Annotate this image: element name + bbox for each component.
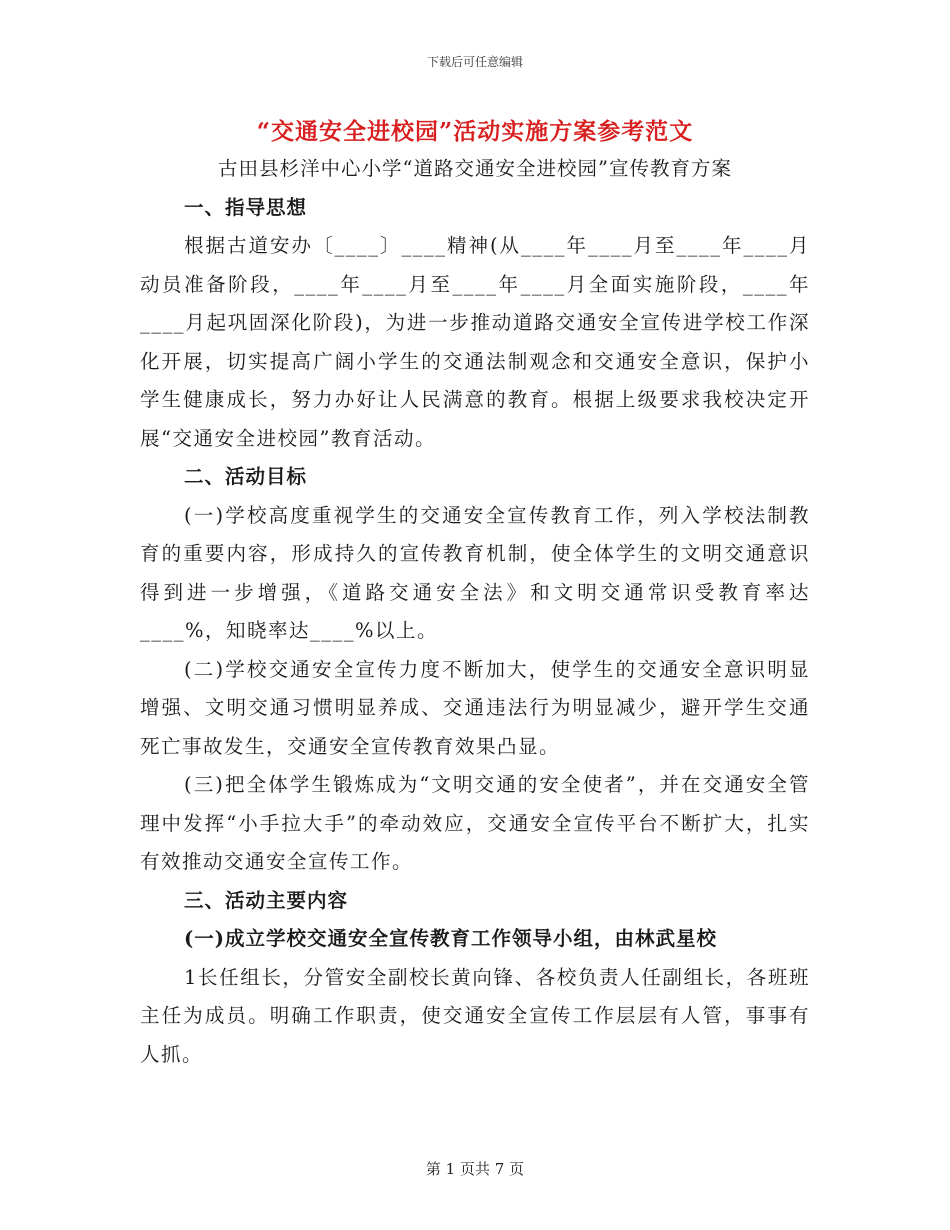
subheading-leadership-group: (一)成立学校交通安全宣传教育工作领导小组，由林武星校 — [184, 927, 717, 950]
header-note: 下载后可任意编辑 — [426, 55, 523, 69]
paragraph-leadership-group: 1长任组长，分管安全副校长黄向锋、各校负责人任副组长，各班班主任为成员。明确工作职责，使交通安全宣传工作层层有人管，事事有人抓。 — [140, 965, 810, 1066]
document-title: “交通安全进校园”活动实施方案参考范文 — [256, 118, 694, 145]
paragraph-goal-2: (二)学校交通安全宣传力度不断加大，使学生的交通安全意识明显增强、文明交通习惯明显养成、交通违法行为明显减少，避开学生交通死亡事故发生，交通安全宣传教育效果凸显。 — [140, 657, 810, 758]
page-footer: 第 1 页共 7 页 — [425, 1160, 525, 1178]
section-heading-guiding-thought: 一、指导思想 — [184, 195, 308, 219]
paragraph-goal-3: (三)把全体学生锻炼成为“文明交通的安全使者”，并在交通安全管理中发挥“小手拉大手”的牵动效应，交通安全宣传平台不断扩大，扎实有效推动交通安全宣传工作。 — [140, 773, 810, 873]
section-heading-main-content: 三、活动主要内容 — [184, 888, 349, 912]
document-subtitle: 古田县杉洋中心小学“道路交通安全进校园”宣传教育方案 — [218, 157, 732, 180]
document-body — [140, 150, 810, 1074]
section-heading-activity-goals: 二、活动目标 — [184, 465, 308, 488]
paragraph-goal-1: (一)学校高度重视学生的交通安全宣传教育工作，列入学校法制教育的重要内容，形成持久的宣传教育机制，使全体学生的文明交通意识得到进一步增强，《道路交通安全法》和文明交通常识受教育率达____%，知晓率达____%以上。 — [140, 503, 810, 642]
paragraph-guiding-thought: 根据古道安办〔____〕____精神(从____年____月至____年____月动员准备阶段，____年____月至____年____月全面实施阶段，____年____月起巩固深化阶段)，为进一步推动道路交通安全宣传进学校工作深化开展，切实提高广阔小学生的交通法制观念和交通安全意识，保护小学生健康成长，努力办好让人民满意的教育。根据上级要求我校决定开展“交通安全进校园”教育活动。 — [140, 234, 810, 450]
